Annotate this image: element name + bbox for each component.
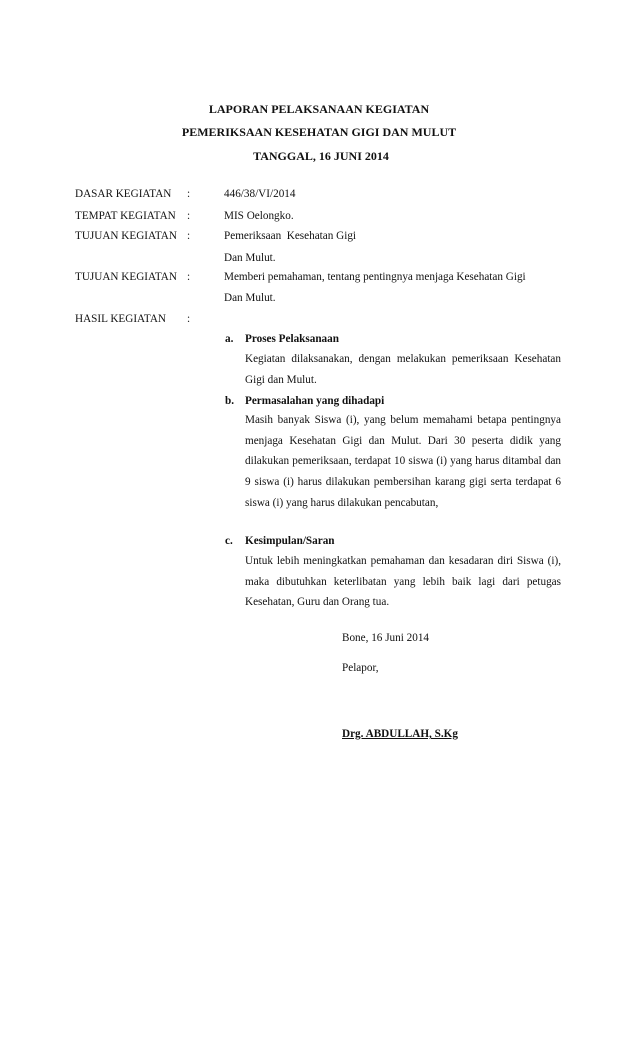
field-colon: :	[187, 188, 191, 200]
result-text-kesimpulan: Untuk lebih meningkatkan pemahaman dan kesadaran diri Siswa (i), maka dibutuhkan keterlibatan yang lebih baik lagi dari petugas Kesehatan, Guru dan Orang tua.	[245, 555, 561, 609]
result-heading-proses: Proses Pelaksanaan	[245, 333, 339, 345]
signature-role: Pelapor,	[342, 662, 379, 674]
field-value-tujuan-1-cont: Dan Mulut.	[224, 252, 276, 264]
field-label-hasil: HASIL KEGIATAN	[75, 313, 166, 325]
field-label-tujuan-1: TUJUAN KEGIATAN	[75, 230, 177, 242]
signature-place-date: Bone, 16 Juni 2014	[342, 632, 430, 644]
field-value-tempat: MIS Oelongko.	[224, 210, 294, 222]
field-colon: :	[187, 230, 191, 242]
result-letter-b: b.	[225, 395, 235, 407]
signature-name: Drg. ABDULLAH, S.Kg	[342, 728, 458, 740]
field-value-dasar: 446/38/VI/2014	[224, 188, 296, 200]
field-colon: :	[187, 271, 191, 283]
report-subtitle: PEMERIKSAAN KESEHATAN GIGI DAN MULUT	[181, 125, 457, 139]
report-date: TANGGAL, 16 JUNI 2014	[253, 149, 389, 163]
field-label-dasar: DASAR KEGIATAN	[75, 188, 172, 200]
result-letter-a: a.	[225, 333, 234, 345]
result-text-permasalahan: Masih banyak Siswa (i), yang belum memahami betapa pentingnya menjaga Kesehatan Gigi dan Mulut. Dari 30 peserta didik yang dilakukan pemeriksaan, terdapat 10 siswa (i) yang harus ditambal dan 9 siswa (i) harus dilakukan pembersihan karang gigi serta terdapat 6 siswa (i) yang harus dilakukan pencabutan,	[245, 414, 561, 509]
result-heading-kesimpulan: Kesimpulan/Saran	[245, 535, 335, 547]
field-colon: :	[187, 210, 191, 222]
result-heading-permasalahan: Permasalahan yang dihadapi	[245, 395, 385, 407]
field-colon: :	[187, 313, 191, 325]
report-title: LAPORAN PELAKSANAAN KEGIATAN	[208, 102, 430, 116]
result-letter-c: c.	[225, 535, 233, 547]
field-label-tujuan-2: TUJUAN KEGIATAN	[75, 271, 177, 283]
field-value-tujuan-2: Memberi pemahaman, tentang pentingnya menjaga Kesehatan Gigi	[224, 271, 526, 283]
field-value-tujuan-1: Pemeriksaan Kesehatan Gigi	[224, 230, 357, 242]
field-value-tujuan-2-cont: Dan Mulut.	[224, 292, 276, 304]
field-label-tempat: TEMPAT KEGIATAN	[75, 210, 176, 222]
result-text-proses: Kegiatan dilaksanakan, dengan melakukan pemeriksaan Kesehatan Gigi dan Mulut.	[245, 353, 561, 386]
